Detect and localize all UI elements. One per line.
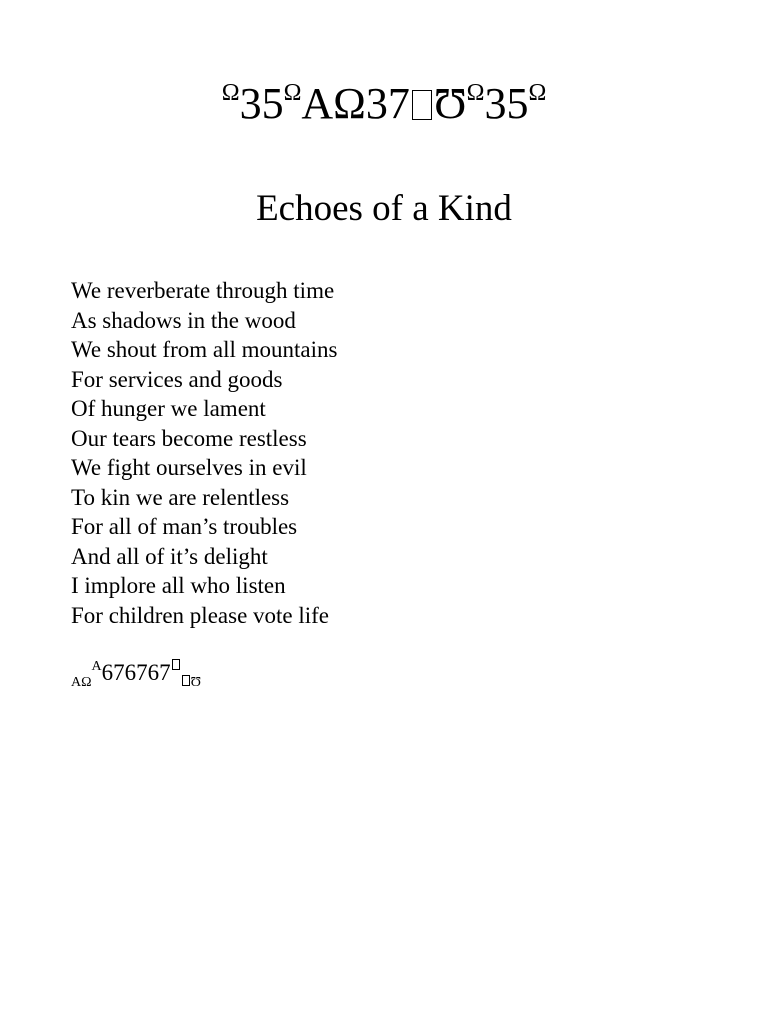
poem-line: Our tears become restless bbox=[71, 425, 307, 451]
poem-title: Echoes of a Kind bbox=[256, 188, 512, 229]
footer-code-sub-1: AΩ bbox=[71, 675, 92, 690]
missing-glyph-sup-icon bbox=[171, 659, 181, 674]
poem-line: We shout from all mountains bbox=[71, 337, 338, 362]
missing-glyph-box-icon bbox=[412, 90, 432, 120]
header-code-sup-4: Ω bbox=[528, 80, 547, 106]
poem-line: For services and goods bbox=[71, 366, 283, 392]
poem-line: I implore all who listen bbox=[71, 573, 286, 598]
poem-line: We reverberate through time bbox=[71, 278, 335, 303]
poem-line: We fight ourselves in evil bbox=[71, 455, 307, 480]
header-code-part-2: AΩ37 bbox=[301, 79, 410, 128]
footer-code-sub-2-wrapper bbox=[181, 675, 201, 690]
poem-line: As shadows in the wood bbox=[71, 307, 296, 333]
poem-line: Of hunger we lament bbox=[71, 396, 266, 421]
poem-line: For children please vote life bbox=[71, 602, 330, 628]
poem-line: To kin we are relentless bbox=[71, 484, 290, 510]
header-code-sup-3: Ω bbox=[466, 80, 485, 106]
footer-code-sup-1: A bbox=[91, 659, 102, 674]
header-code-sup-1: Ω bbox=[221, 80, 240, 106]
missing-glyph-sub-icon bbox=[182, 675, 190, 686]
footer-code bbox=[71, 656, 201, 690]
footer-code-main: 676767 bbox=[101, 660, 171, 685]
header-code-sup-2: Ω bbox=[283, 80, 302, 106]
header-code-part-3: Ʊ bbox=[433, 79, 467, 128]
poem-body bbox=[71, 276, 691, 630]
header-code-part-1: 35 bbox=[239, 79, 284, 128]
header-code-part-4: 35 bbox=[484, 79, 529, 128]
poem-line: For all of man’s troubles bbox=[71, 514, 298, 539]
footer-code-sub-2: Ʊ bbox=[190, 675, 202, 690]
header-code bbox=[0, 74, 768, 134]
poem-line: And all of it’s delight bbox=[71, 543, 268, 569]
